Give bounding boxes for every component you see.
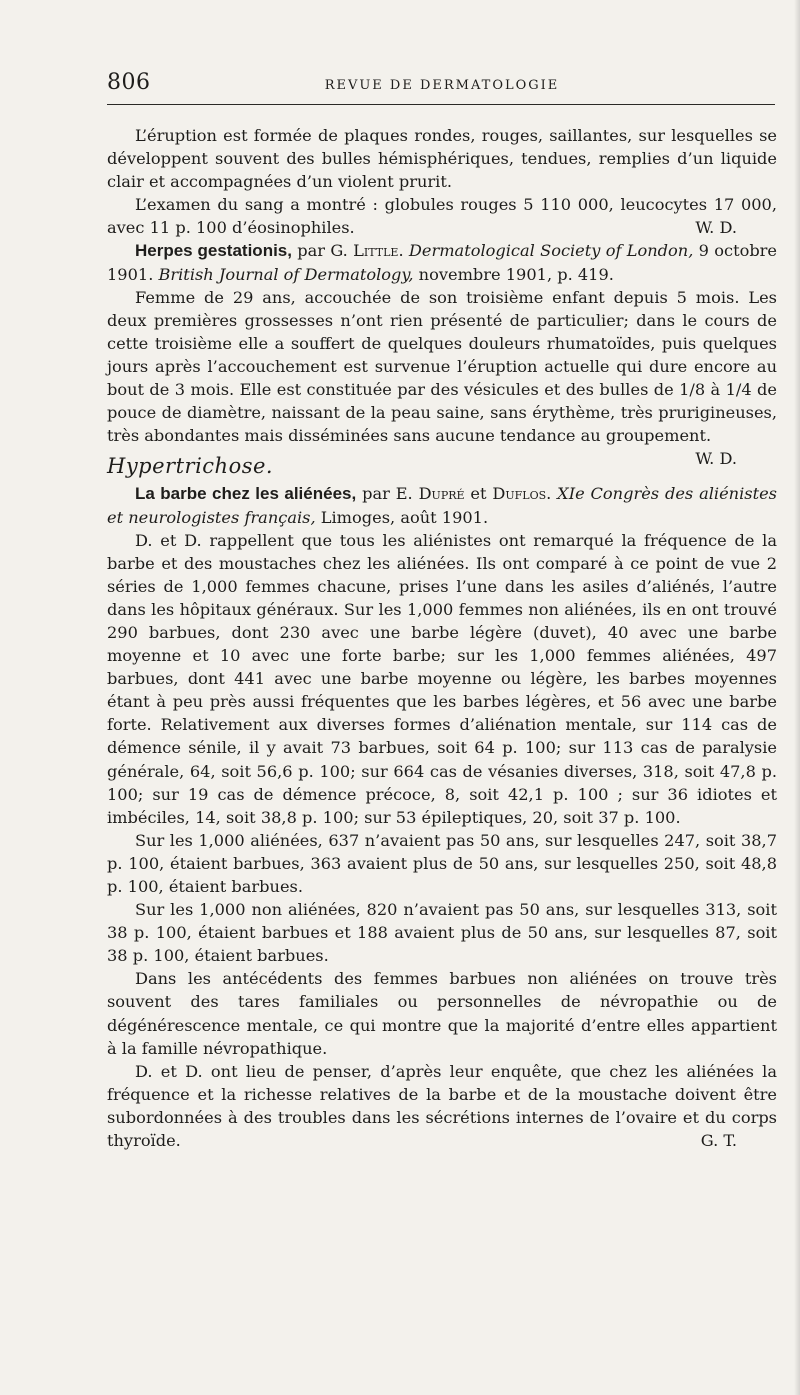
entry-text: .	[546, 484, 558, 504]
entry-text: .	[398, 241, 409, 261]
entry-source: British Journal of Dermatology,	[158, 264, 414, 284]
page-edge-shadow	[794, 0, 800, 1395]
section-heading: Hypertrichose.	[107, 454, 274, 479]
paragraph-text: Femme de 29 ans, accouchée de son troisième enfant depuis 5 mois. Les deux premières grossesses n’ont rien présenté de particulier; dans le cours de cette troisième elle a souffert de quelques douleurs rhumatoïdes, puis quelques jours après l’accouchement est survenue l’éruption actuelle qui dure encore au bout de 3 mois. Elle est constituée par des vésicules et des bulles de 1/8 à 1/4 de pouce de diamètre, naissant de la peau saine, sans érythème, très prurigineuses, très abondantes mais disséminées sans aucune tendance au groupement.	[107, 287, 777, 446]
page-number: 806	[107, 70, 151, 95]
entry-source: Dermatological Society of London,	[408, 241, 694, 261]
entry-text: et	[464, 484, 493, 504]
paragraph: L’éruption est formée de plaques rondes, rouges, saillantes, sur lesquelles se développent souvent des bulles hémisphériques, tendues, remplies d’un liquide clair et accompagnées d’un violent prurit.	[107, 126, 777, 192]
author-initials: W. D.	[695, 449, 737, 469]
entry-date: 9 octobre 1901.	[107, 241, 777, 284]
paragraph: Sur les 1,000 aliénées, 637 n’avaient pas 50 ans, sur lesquelles 247, soit 38,7 p. 100, étaient barbues, 363 avaient plus de 50 ans, sur lesquelles 250, soit 48,8 p. 100, étaient barbues.	[107, 830, 777, 896]
paragraph-text: L’examen du sang a montré : globules rouges 5 110 000, leucocytes 17 000, avec 11 p. 100 d’éosinophiles.	[107, 195, 777, 238]
entry-text: par E.	[356, 484, 419, 504]
entry-author: Duflos	[492, 484, 547, 504]
bibliographic-entry	[107, 482, 777, 528]
paragraph	[107, 1060, 777, 1152]
entry-source: XIe Congrès des aliénistes et neurologistes français,	[107, 484, 777, 527]
entry-title: Herpes gestationis,	[135, 241, 292, 261]
entry-date: Limoges, août 1901.	[315, 507, 489, 527]
paragraph: D. et D. rappellent que tous les aliénistes ont remarqué la fréquence de la barbe et des moustaches chez les aliénées. Ils ont comparé à ce point de vue 2 séries de 1,000 femmes chacune, prises l’une dans les asiles d’aliénés, l’autre dans les hôpitaux généraux. Sur les 1,000 femmes non aliénées, ils en ont trouvé 290 barbues, dont 230 avec une barbe légère (duvet), 40 avec une barbe moyenne et 10 avec une forte barbe; sur les 1,000 femmes aliénées, 497 barbues, dont 441 avec une barbe moyenne ou légère, les barbes moyennes étant à peu près aussi fréquentes que les barbes légères, et 56 avec une barbe forte. Relativement aux diverses formes d’aliénation mentale, sur 114 cas de démence sénile, il y avait 73 barbues, soit 64 p. 100; sur 113 cas de paralysie générale, 64, soit 56,6 p. 100; sur 664 cas de vésanies diverses, 318, soit 47,8 p. 100; sur 19 cas de démence précoce, 8, soit 42,1 p. 100 ; sur 36 idiotes et imbéciles, 14, soit 38,8 p. 100; sur 53 épileptiques, 20, soit 37 p. 100.	[107, 530, 777, 827]
author-initials: W. D.	[695, 218, 737, 238]
paragraph: Sur les 1,000 non aliénées, 820 n’avaient pas 50 ans, sur lesquelles 313, soit 38 p. 100, étaient barbues et 188 avaient plus de 50 ans, sur lesquelles 87, soit 38 p. 100, étaient barbues.	[107, 900, 777, 966]
paragraph: Dans les antécédents des femmes barbues non aliénées on trouve très souvent des tares familiales ou personnelles de névropathie ou de dégénérescence mentale, ce qui montre que la majorité d’entre elles appartient à la famille névropathique.	[107, 969, 777, 1058]
paragraph	[107, 193, 777, 239]
entry-text: par G.	[291, 241, 354, 261]
bibliographic-entry	[107, 239, 777, 285]
entry-date: novembre 1901, p. 419.	[413, 264, 614, 284]
article-body	[107, 124, 777, 1152]
author-initials: G. T.	[700, 1131, 737, 1151]
entry-author: Dupré	[418, 484, 465, 504]
header-rule	[107, 104, 775, 105]
running-title: REVUE DE DERMATOLOGIE	[324, 78, 560, 93]
page-header	[107, 70, 777, 100]
paragraph-text: D. et D. ont lieu de penser, d’après leur enquête, que chez les aliénées la fréquence et la richesse relatives de la barbe et de la moustache doivent être subordonnées à des troubles dans les sécrétions internes de l’ovaire et du corps thyroïde.	[107, 1061, 777, 1151]
entry-author: Little	[353, 241, 399, 261]
entry-title: La barbe chez les aliénées,	[135, 484, 357, 504]
